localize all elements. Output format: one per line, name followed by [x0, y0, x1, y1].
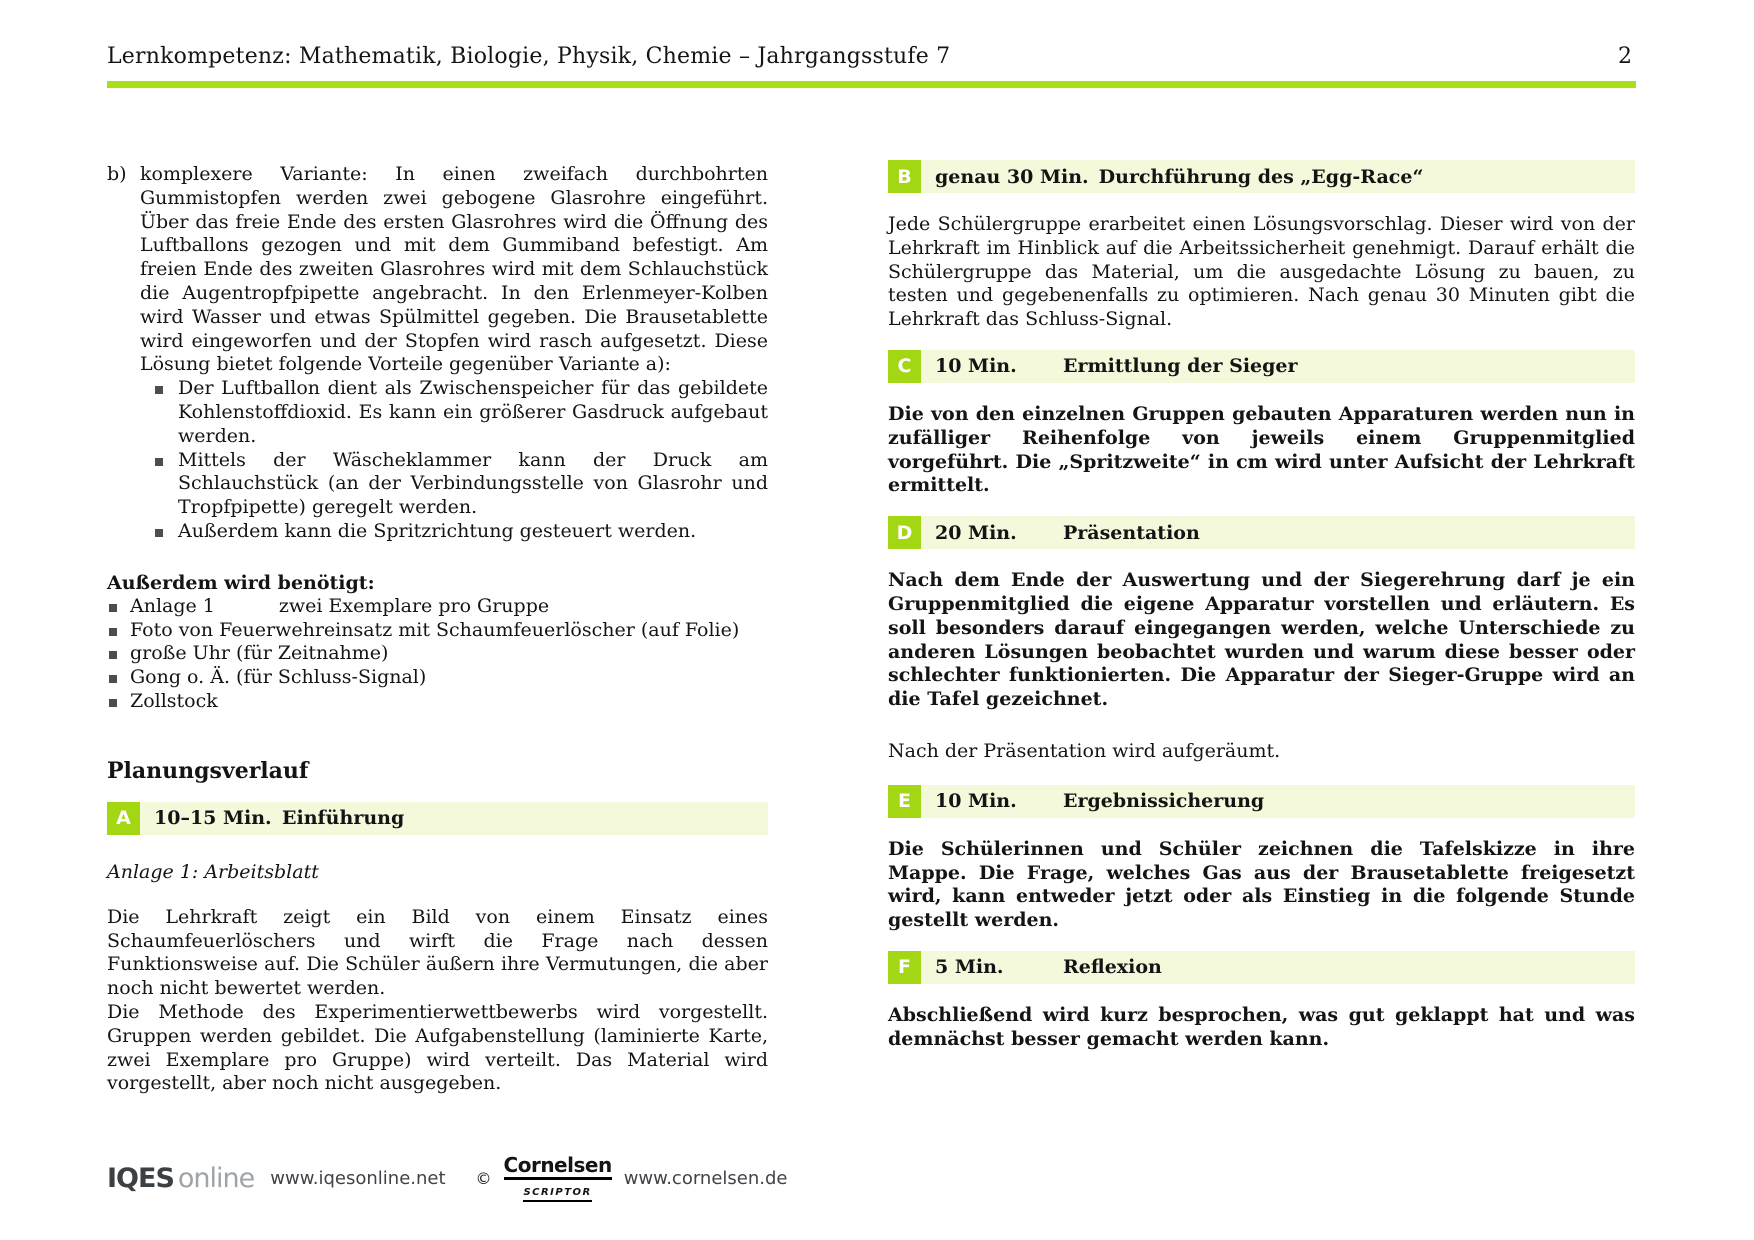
- materials-list: [107, 595, 768, 714]
- variant-item: [107, 163, 768, 544]
- phase-title: Ermittlung der Sieger: [1063, 355, 1298, 378]
- materials-heading: Außerdem wird benötigt:: [107, 571, 375, 594]
- phase-letter-badge: E: [888, 785, 921, 818]
- phase-letter-badge: C: [888, 350, 921, 383]
- phase-title: Ergebnissicherung: [1063, 790, 1265, 813]
- iqes-logo-secondary: online: [177, 1162, 255, 1194]
- header-divider: [107, 81, 1636, 88]
- phase-duration: genau 30 Min.: [935, 165, 1089, 188]
- phase-duration: 5 Min.: [935, 956, 1004, 979]
- iqes-logo-primary: IQES: [107, 1162, 174, 1194]
- phase-bar-e: [888, 785, 1635, 818]
- phase-body-f: Abschließend wird kurz besprochen, was gut geklappt hat und was demnächst besser gemacht werden kann.: [888, 1003, 1635, 1050]
- page-footer: [107, 1155, 787, 1202]
- page-title: Lernkompetenz: Mathematik, Biologie, Physik, Chemie – Jahrgangsstufe 7: [107, 44, 951, 69]
- phase-d-after-note: Nach der Präsentation wird aufgeräumt.: [888, 739, 1281, 762]
- iqes-logo: [107, 1163, 254, 1194]
- cornelsen-logo-subtitle: SCRIPTOR: [523, 1187, 591, 1202]
- phase-bar-f: [888, 951, 1635, 984]
- list-item: Foto von Feuerwehreinsatz mit Schaumfeuerlöscher (auf Folie): [109, 619, 768, 643]
- phase-letter-badge: D: [888, 516, 921, 549]
- advantages-list: [140, 377, 768, 544]
- variant-item-marker: b): [107, 163, 127, 185]
- phase-body-b: Jede Schülergruppe erarbeitet einen Lösungsvorschlag. Dieser wird von der Lehrkraft im Hinblick auf die Arbeitssicherheit genehmigt. Darauf erhält die Schülergruppe das Material, um die ausgedachte Lösung zu bauen, zu testen und gegebenenfalls zu optimieren. Nach genau 30 Minuten gibt die Lehrkraft das Schluss-Signal.: [888, 213, 1635, 331]
- list-item: Zollstock: [109, 690, 768, 714]
- copyright-symbol: ©: [475, 1168, 492, 1188]
- phase-bar-d: [888, 516, 1635, 549]
- phase-body-d: Nach dem Ende der Auswertung und der Siegerehrung darf je ein Gruppenmitglied die eigene Apparatur vorstellen und erläutern. Es soll besonders darauf eingegangen werden, welche Unterschiede zu anderen Lösungen beobachtet wurden und warum diese besser oder schlechter funktionierten. Die Apparatur der Sieger-Gruppe wird an die Tafel gezeichnet.: [888, 569, 1635, 711]
- list-item: Außerdem kann die Spritzrichtung gesteuert werden.: [155, 520, 768, 544]
- phase-letter-badge: B: [888, 160, 921, 193]
- list-item: große Uhr (für Zeitnahme): [109, 642, 768, 666]
- list-item: Der Luftballon dient als Zwischenspeicher für das gebildete Kohlenstoffdioxid. Es kann ein größerer Gasdruck aufgebaut werden.: [155, 377, 768, 448]
- phase-title: Einführung: [282, 807, 405, 830]
- iqes-url: www.iqesonline.net: [270, 1167, 446, 1189]
- page-number: 2: [1618, 44, 1632, 69]
- phase-duration: 10 Min.: [935, 355, 1017, 378]
- phase-duration: 10–15 Min.: [154, 807, 272, 830]
- list-item: [109, 595, 768, 619]
- material-label: Anlage 1: [130, 594, 215, 617]
- phase-duration: 10 Min.: [935, 790, 1017, 813]
- phase-duration: 20 Min.: [935, 521, 1017, 544]
- right-column: [888, 160, 1635, 1070]
- phase-bar-a: [107, 802, 768, 835]
- phase-bar-c: [888, 350, 1635, 383]
- phase-title: Durchführung des „Egg-Race“: [1098, 165, 1424, 188]
- cornelsen-url: www.cornelsen.de: [623, 1167, 788, 1189]
- annex-note: Anlage 1: Arbeitsblatt: [107, 860, 319, 883]
- material-note: zwei Exemplare pro Gruppe: [278, 594, 550, 617]
- phase-letter-badge: F: [888, 951, 921, 984]
- phase-title: Reflexion: [1063, 956, 1162, 979]
- variant-item-text: komplexere Variante: In einen zweifach durchbohrten Gummistopfen werden zwei gebogene Glasrohre eingeführt. Über das freie Ende des ersten Glasrohres wird die Öffnung des Luftballons gezogen und mit dem Gummiband befestigt. Am freien Ende des zweiten Glasrohres wird mit dem Schlauchstück die Augentropfpipette angebracht. In den Erlenmeyer-Kolben wird Wasser und etwas Spülmittel gegeben. Die Brausetablette wird eingeworfen und der Stopfen wird rasch aufgesetzt. Diese Lösung bietet folgende Vorteile gegenüber Variante a):: [140, 163, 768, 376]
- cornelsen-logo-name: Cornelsen: [504, 1155, 612, 1180]
- list-item: Mittels der Wäscheklammer kann der Druck am Schlauchstück (an der Verbindungsstelle von Glasrohr und Tropfpipette) geregelt werden.: [155, 449, 768, 520]
- cornelsen-logo: [504, 1155, 612, 1202]
- intro-paragraph: Die Methode des Experimentierwettbewerbs wird vorgestellt. Gruppen werden gebildet. Die Aufgabenstellung (laminierte Karte, zwei Exemplare pro Gruppe) wird verteilt. Das Material wird vorgestellt, aber noch nicht ausgegeben.: [107, 1000, 768, 1095]
- plan-section-heading: Planungsverlauf: [107, 757, 309, 784]
- left-column: [107, 163, 768, 1096]
- phase-title: Präsentation: [1063, 521, 1200, 544]
- list-item: Gong o. Ä. (für Schluss-Signal): [109, 666, 768, 690]
- phase-letter-badge: A: [107, 802, 140, 835]
- intro-paragraph: Die Lehrkraft zeigt ein Bild von einem Einsatz eines Schaumfeuerlöschers und wirft die Frage nach dessen Funktionsweise auf. Die Schüler äußern ihre Vermutungen, die aber noch nicht bewertet werden.: [107, 905, 768, 1000]
- phase-body-c: Die von den einzelnen Gruppen gebauten Apparaturen werden nun in zufälliger Reihenfolge von jeweils einem Gruppenmitglied vorgeführt. Die „Spritzweite“ in cm wird unter Aufsicht der Lehrkraft ermittelt.: [888, 402, 1635, 497]
- phase-body-e: Die Schülerinnen und Schüler zeichnen die Tafelskizze in ihre Mappe. Die Frage, welches Gas aus der Brausetablette freigesetzt wird, kann entweder jetzt oder als Einstieg in die folgende Stunde gestellt werden.: [888, 837, 1635, 932]
- phase-bar-b: [888, 160, 1635, 193]
